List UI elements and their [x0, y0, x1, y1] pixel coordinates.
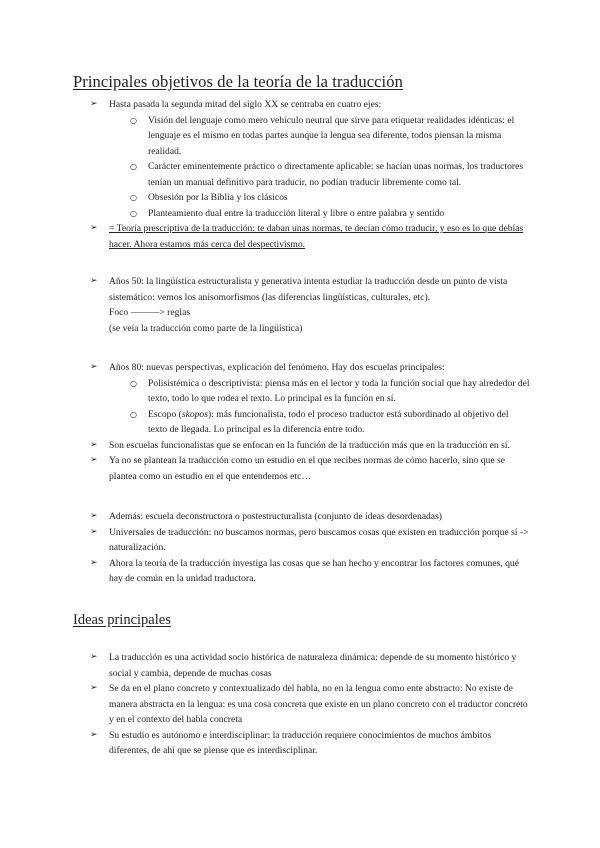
list-item	[90, 453, 530, 484]
list-item	[90, 650, 530, 681]
sub-list-item-text: Carácter eminentemente práctico o directamente aplicable: se hacían unas normas, los traductores tenían un manual definitivo para traducir, no podían traducir libremente como tal.	[148, 161, 524, 188]
list-item-text: Ya no se plantean la traducción como un estudio en el que recibes normas de cómo hacerlo, sino que se plantea como un estudio en el que entendemos etc…	[109, 455, 505, 482]
sub-list-item-text: Visión del lenguaje como mero vehículo neutral que sirve para etiquetar realidades idénticas: el lenguaje es el mismo en todas partes aunque la lengua sea diferente, todos piensan la misma realidad.	[148, 114, 515, 157]
circle-bullet-icon: ○	[130, 378, 137, 388]
skopos-term: skopos	[181, 408, 208, 420]
heading-objectives: Principales objetivos de la teoría de la traducción	[73, 72, 403, 91]
sub-list-item-text: Polisistémica o descriptivista: piensa más en el lector y toda la función social que hay alrededor del texto, todo lo que rodea el texto. Lo principal es la función en sí.	[148, 377, 530, 404]
list-item	[90, 525, 530, 556]
arrow-bullet-icon: ➢	[90, 511, 98, 521]
arrow-bullet-icon: ➢	[90, 99, 98, 109]
list-item-text: Además: escuela deconstructora o postestructuralista (conjunto de ideas desordenadas)	[109, 511, 442, 522]
arrow-bullet-icon: ➢	[90, 439, 98, 450]
arrow-bullet-icon: ➢	[90, 455, 98, 465]
sub-list-item	[90, 190, 530, 206]
section-objectives-history	[90, 97, 530, 252]
circle-bullet-icon: ○	[130, 193, 137, 202]
arrow-bullet-icon: ➢	[90, 526, 98, 537]
list-item-text: Se da en el plano concreto y contextualizado del habla, no en la lengua como ente abstracto: No existe de manera abstracta en la lengua: es una cosa concreta que existe en un plano concreto con el traductor concreto y en el contexto del habla concreta	[109, 683, 528, 725]
list-item-text: Años 50: la lingüística estructuralista y generativa intenta estudiar la traducción desde un punto de vista sistemático: vemos los anisomorfismos (las diferencias lingüísticas, culturales, etc).	[109, 276, 508, 303]
sub-list-item	[90, 376, 530, 407]
note-line: (se veía la traducción como parte de la lingüística)	[109, 322, 303, 334]
list-item	[90, 509, 530, 525]
foco-line: Foco ———> reglas	[109, 307, 191, 318]
list-item-text: Años 80: nuevas perspectivas, explicación del fenómeno. Hay dos escuelas principales:	[109, 362, 445, 373]
arrow-bullet-icon: ➢	[90, 362, 98, 372]
list-item-text: Universales de traducción: no buscamos normas, pero buscamos cosas que existen en traducción porque sí -> naturalización.	[109, 526, 529, 553]
list-item	[90, 360, 530, 376]
section-additional-schools	[90, 509, 530, 587]
sub-list-item	[90, 159, 530, 190]
sub-list-item	[90, 113, 530, 160]
sub-list-item-text-post: ): más funcionalista, todo el proceso traductor está subordinado al objetivo del texto de llegada. Lo principal es la diferencia entre todo.	[148, 408, 509, 435]
circle-bullet-icon: ○	[130, 115, 137, 125]
list-item-text: Son escuelas funcionalistas que se enfocan en la función de la traducción más que en la traducción en sí.	[109, 439, 510, 451]
list-item	[90, 556, 530, 587]
sub-list-item-text-pre: Escopo (	[148, 408, 182, 420]
list-item-text-underlined: = Teoría prescriptiva de la traducción: te daban unas normas, te decían cómo traducir, y eso es lo que debías hacer. Ahora estamos más cerca del despectivismo.	[109, 223, 524, 250]
section-anos-80	[90, 360, 530, 484]
circle-bullet-icon: ○	[130, 409, 137, 419]
sub-list-item	[90, 206, 530, 222]
arrow-bullet-icon: ➢	[90, 557, 98, 568]
section-main-ideas	[90, 650, 530, 759]
list-item-text: Su estudio es autónomo e interdisciplinar: la traducción requiere conocimientos de muchos ámbitos diferentes, de ahí que se piense que es interdisciplinar.	[109, 729, 492, 756]
circle-bullet-icon: ○	[130, 208, 137, 218]
section-anos-50	[90, 274, 530, 336]
list-item	[90, 681, 530, 728]
sub-list-item-text: Planteamiento dual entre la traducción literal y libre o entre palabra y sentido	[148, 207, 445, 219]
list-item	[90, 274, 530, 305]
arrow-bullet-icon: ➢	[90, 223, 98, 233]
list-item	[90, 221, 530, 252]
list-item-text: La traducción es una actividad socio histórica de naturaleza dinámica: depende de su momento histórico y social y cambia, depende de muchas cosas	[109, 652, 517, 679]
list-item	[90, 97, 530, 113]
list-item-text: Ahora la teoría de la traducción investiga las cosas que se han hecho y encontrar los factores comunes, qué hay de común en la unidad traductora.	[109, 557, 519, 584]
list-item-text: Hasta pasada la segunda mitad del siglo XX se centraba en cuatro ejes:	[109, 99, 382, 110]
sub-list-item	[90, 407, 530, 438]
arrow-bullet-icon: ➢	[90, 652, 98, 662]
arrow-bullet-icon: ➢	[90, 276, 98, 286]
arrow-bullet-icon: ➢	[90, 683, 98, 693]
circle-bullet-icon: ○	[130, 162, 137, 171]
heading-main-ideas: Ideas principales	[73, 612, 171, 628]
list-item	[90, 728, 530, 759]
arrow-bullet-icon: ➢	[90, 729, 98, 740]
sub-list-item-text: Obsesión por la Biblia y los clásicos	[148, 192, 288, 203]
list-item	[90, 438, 530, 454]
